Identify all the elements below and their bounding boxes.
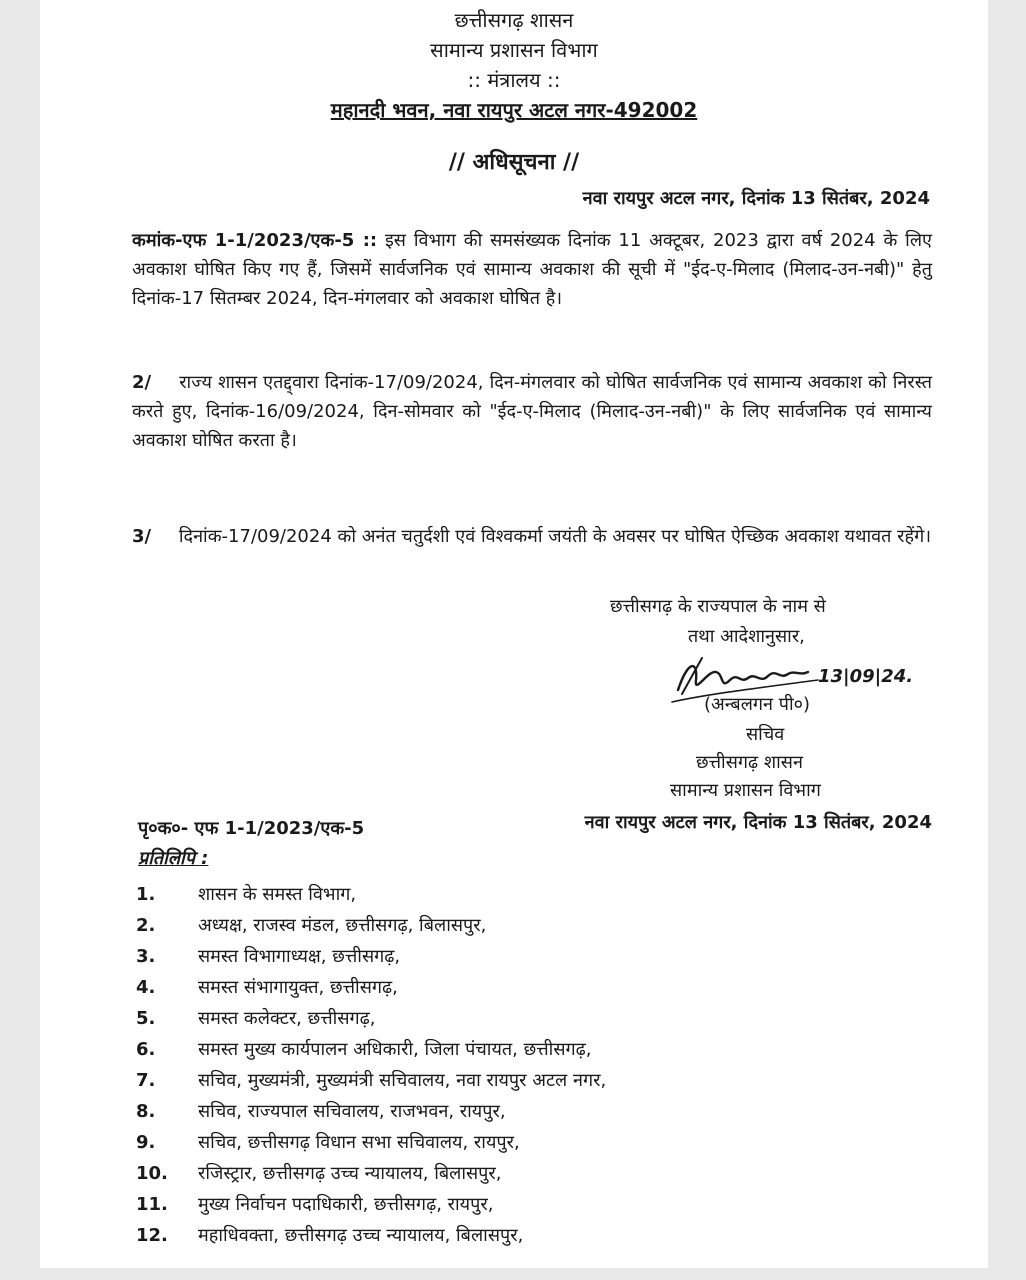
list-item: 6. समस्त मुख्य कार्यपालन अधिकारी, जिला पंचायत, छत्तीसगढ़, [136, 1039, 592, 1060]
signature-date: 13|09|24. [818, 666, 914, 687]
order-reference: कमांक-एफ 1-1/2023/एक-5 :: [132, 230, 378, 251]
list-item: 1. शासन के समस्त विभाग, [136, 884, 357, 905]
copy-to-heading: प्रतिलिपि : [138, 848, 209, 869]
paragraph-3 [132, 522, 932, 551]
endorsement-date: नवा रायपुर अटल नगर, दिनांक 13 सितंबर, 2024 [584, 812, 932, 833]
paragraph-1 [132, 226, 932, 313]
paragraph-2 [132, 368, 932, 455]
paragraph-2-number: 2/ [132, 372, 152, 393]
list-item: 8. सचिव, राज्यपाल सचिवालय, राजभवन, रायपुर, [136, 1101, 506, 1122]
department-name: सामान्य प्रशासन विभाग [430, 38, 598, 62]
notice-date: नवा रायपुर अटल नगर, दिनांक 13 सितंबर, 2024 [582, 188, 930, 209]
list-item: 3. समस्त विभागाध्यक्ष, छत्तीसगढ़, [136, 946, 401, 967]
signatory-org-1: छत्तीसगढ़ शासन [696, 752, 803, 773]
document-page [40, 0, 988, 1268]
authority-line-1: छत्तीसगढ़ के राज्यपाल के नाम से [610, 596, 826, 617]
endorsement-reference: पृ०क०- एफ 1-1/2023/एक-5 [138, 818, 365, 839]
list-item: 10. रजिस्ट्रार, छत्तीसगढ़ उच्च न्यायालय, बिलासपुर, [136, 1163, 502, 1184]
authority-line-2: तथा आदेशानुसार, [688, 626, 805, 647]
signatory-name: (अन्बलगन पी०) [704, 694, 811, 715]
paragraph-3-number: 3/ [132, 526, 152, 547]
list-item: 12. महाधिवक्ता, छत्तीसगढ़ उच्च न्यायालय, बिलासपुर, [136, 1225, 524, 1246]
govt-name: छत्तीसगढ़ शासन [454, 8, 574, 32]
notice-title: // अधिसूचना // [448, 150, 580, 175]
list-item: 4. समस्त संभागायुक्त, छत्तीसगढ़, [136, 977, 398, 998]
signatory-designation: सचिव [746, 724, 785, 745]
office-address: महानदी भवन, नवा रायपुर अटल नगर-492002 [330, 98, 698, 122]
paragraph-1-text: इस विभाग की समसंख्यक दिनांक 11 अक्टूबर, 2023 द्वारा वर्ष 2024 के लिए अवकाश घोषित किए गए हैं, जिसमें सार्वजनिक एवं सामान्य अवकाश की सूची में "ईद-ए-मिलाद (मिलाद-उन-नबी)" हेतु दिनांक-17 सितम्बर 2024, दिन-मंगलवार को अवकाश घोषित है। [132, 230, 932, 309]
list-item: 2. अध्यक्ष, राजस्व मंडल, छत्तीसगढ़, बिलासपुर, [136, 915, 487, 936]
paragraph-2-text: राज्य शासन एतद्द्वारा दिनांक-17/09/2024, दिन-मंगलवार को घोषित सार्वजनिक एवं सामान्य अवकाश को निरस्त करते हुए, दिनांक-16/09/2024, दिन-सोमवार को "ईद-ए-मिलाद (मिलाद-उन-नबी)" के लिए सार्वजनिक एवं सामान्य अवकाश घोषित करता है। [132, 372, 932, 451]
list-item: 5. समस्त कलेक्टर, छत्तीसगढ़, [136, 1008, 376, 1029]
signatory-org-2: सामान्य प्रशासन विभाग [670, 780, 821, 801]
list-item: 9. सचिव, छत्तीसगढ़ विधान सभा सचिवालय, रायपुर, [136, 1132, 520, 1153]
paragraph-3-text: दिनांक-17/09/2024 को अनंत चतुर्दशी एवं विश्वकर्मा जयंती के अवसर पर घोषित ऐच्छिक अवकाश यथावत रहेंगे। [178, 526, 932, 547]
list-item: 7. सचिव, मुख्यमंत्री, मुख्यमंत्री सचिवालय, नवा रायपुर अटल नगर, [136, 1070, 607, 1091]
ministry-label: :: मंत्रालय :: [467, 68, 561, 92]
list-item: 11. मुख्य निर्वाचन पदाधिकारी, छत्तीसगढ़, रायपुर, [136, 1194, 494, 1215]
